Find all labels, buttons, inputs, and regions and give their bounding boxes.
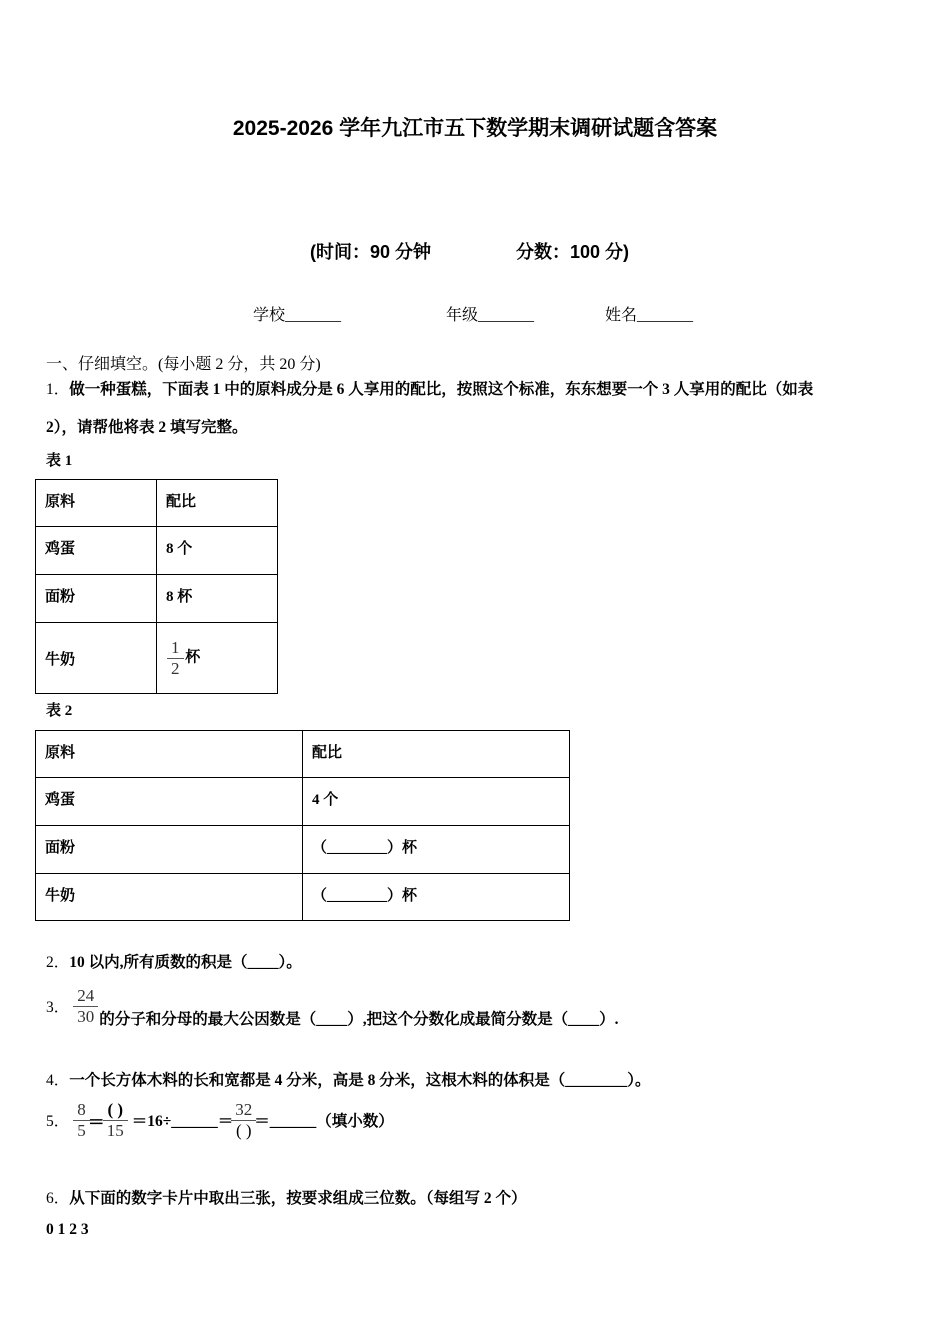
table-row <box>36 527 278 575</box>
table-row <box>36 480 278 527</box>
school-field: 学校_______ <box>253 307 342 324</box>
table-row <box>36 874 570 921</box>
question-5: 5． $\frac{8}{5}$ ＝ $\frac{( )}{15}$ ＝16÷______＝ $\frac{32}{( )}$ ＝______（填小数） <box>46 1100 394 1140</box>
table-cell: 配比 <box>303 731 570 778</box>
table-1-label: 表 1 <box>46 453 73 469</box>
question-text: 从下面的数字卡片中取出三张，按要求组成三位数。（每组写 2 个） <box>69 1190 527 1207</box>
question-number: 5． <box>46 1113 70 1131</box>
question-text: 做一种蛋糕，下面表 1 中的原料成分是 6 人享用的配比，按照这个标准，东东想要一个 3 人享用的配比（如表 <box>69 381 814 398</box>
question-number: 1． <box>46 381 70 398</box>
fraction: $\frac{( )}{15}$ <box>105 1100 126 1140</box>
table-row <box>36 575 278 623</box>
name-field: 姓名_______ <box>605 307 694 324</box>
table-cell: 牛奶 <box>36 623 157 694</box>
table-cell: 配比 <box>157 480 278 527</box>
table-cell: 4 个 <box>303 778 570 826</box>
fraction: $\frac{24}{30}$ <box>75 986 96 1026</box>
question-6 <box>46 1186 527 1208</box>
fraction: $\frac{1}{2}$ <box>169 638 182 678</box>
table-row <box>36 731 570 778</box>
question-1-line1 <box>46 377 813 399</box>
table-row <box>36 826 570 874</box>
exam-score: 分数：100 分) <box>516 242 630 262</box>
question-text: 10 以内,所有质数的积是（____）。 <box>69 954 302 971</box>
question-number: 6． <box>46 1190 70 1207</box>
table-cell: （________）杯 <box>303 826 570 874</box>
table-cell: 面粉 <box>36 826 303 874</box>
document-title: 2025-2026 学年九江市五下数学期末调研试题含答案 <box>232 117 718 140</box>
table-cell: 8 个 <box>157 527 278 575</box>
table-cell: 面粉 <box>36 575 157 623</box>
table-1 <box>35 479 278 694</box>
question-text: 一个长方体木料的长和宽都是 4 分米，高是 8 分米，这根木料的体积是（________）。 <box>69 1072 651 1089</box>
question-3 <box>46 983 619 1029</box>
question-4 <box>46 1068 651 1090</box>
question-number: 2． <box>46 954 70 971</box>
fraction: $\frac{32}{( )}$ <box>233 1100 254 1140</box>
table-cell: 原料 <box>36 731 303 778</box>
section-heading: 一、仔细填空。(每小题 2 分，共 20 分) <box>46 356 321 373</box>
grade-field: 年级_______ <box>446 307 535 324</box>
table-cell: 鸡蛋 <box>36 778 303 826</box>
question-text: 的分子和分母的最大公因数是（____）,把这个分数化成最简分数是（____）. <box>99 1011 619 1028</box>
table-cell: 鸡蛋 <box>36 527 157 575</box>
exam-time: (时间：90 分钟 <box>310 242 432 262</box>
table-2-label: 表 2 <box>46 703 73 719</box>
fraction: $\frac{8}{5}$ <box>75 1100 88 1140</box>
table-row <box>36 778 570 826</box>
table-cell: 8 杯 <box>157 575 278 623</box>
table-cell: 原料 <box>36 480 157 527</box>
table-cell: 牛奶 <box>36 874 303 921</box>
question-2 <box>46 950 302 972</box>
table-cell: （________）杯 <box>303 874 570 921</box>
question-number: 3． <box>46 999 70 1016</box>
number-cards: 0 1 2 3 <box>46 1221 89 1238</box>
table-2 <box>35 730 570 921</box>
table-row <box>36 623 278 694</box>
table-cell: $\frac{1}{2}$ 杯 <box>157 623 278 694</box>
question-1-line2: 2），请帮他将表 2 填写完整。 <box>46 419 248 436</box>
question-number: 4． <box>46 1072 70 1089</box>
